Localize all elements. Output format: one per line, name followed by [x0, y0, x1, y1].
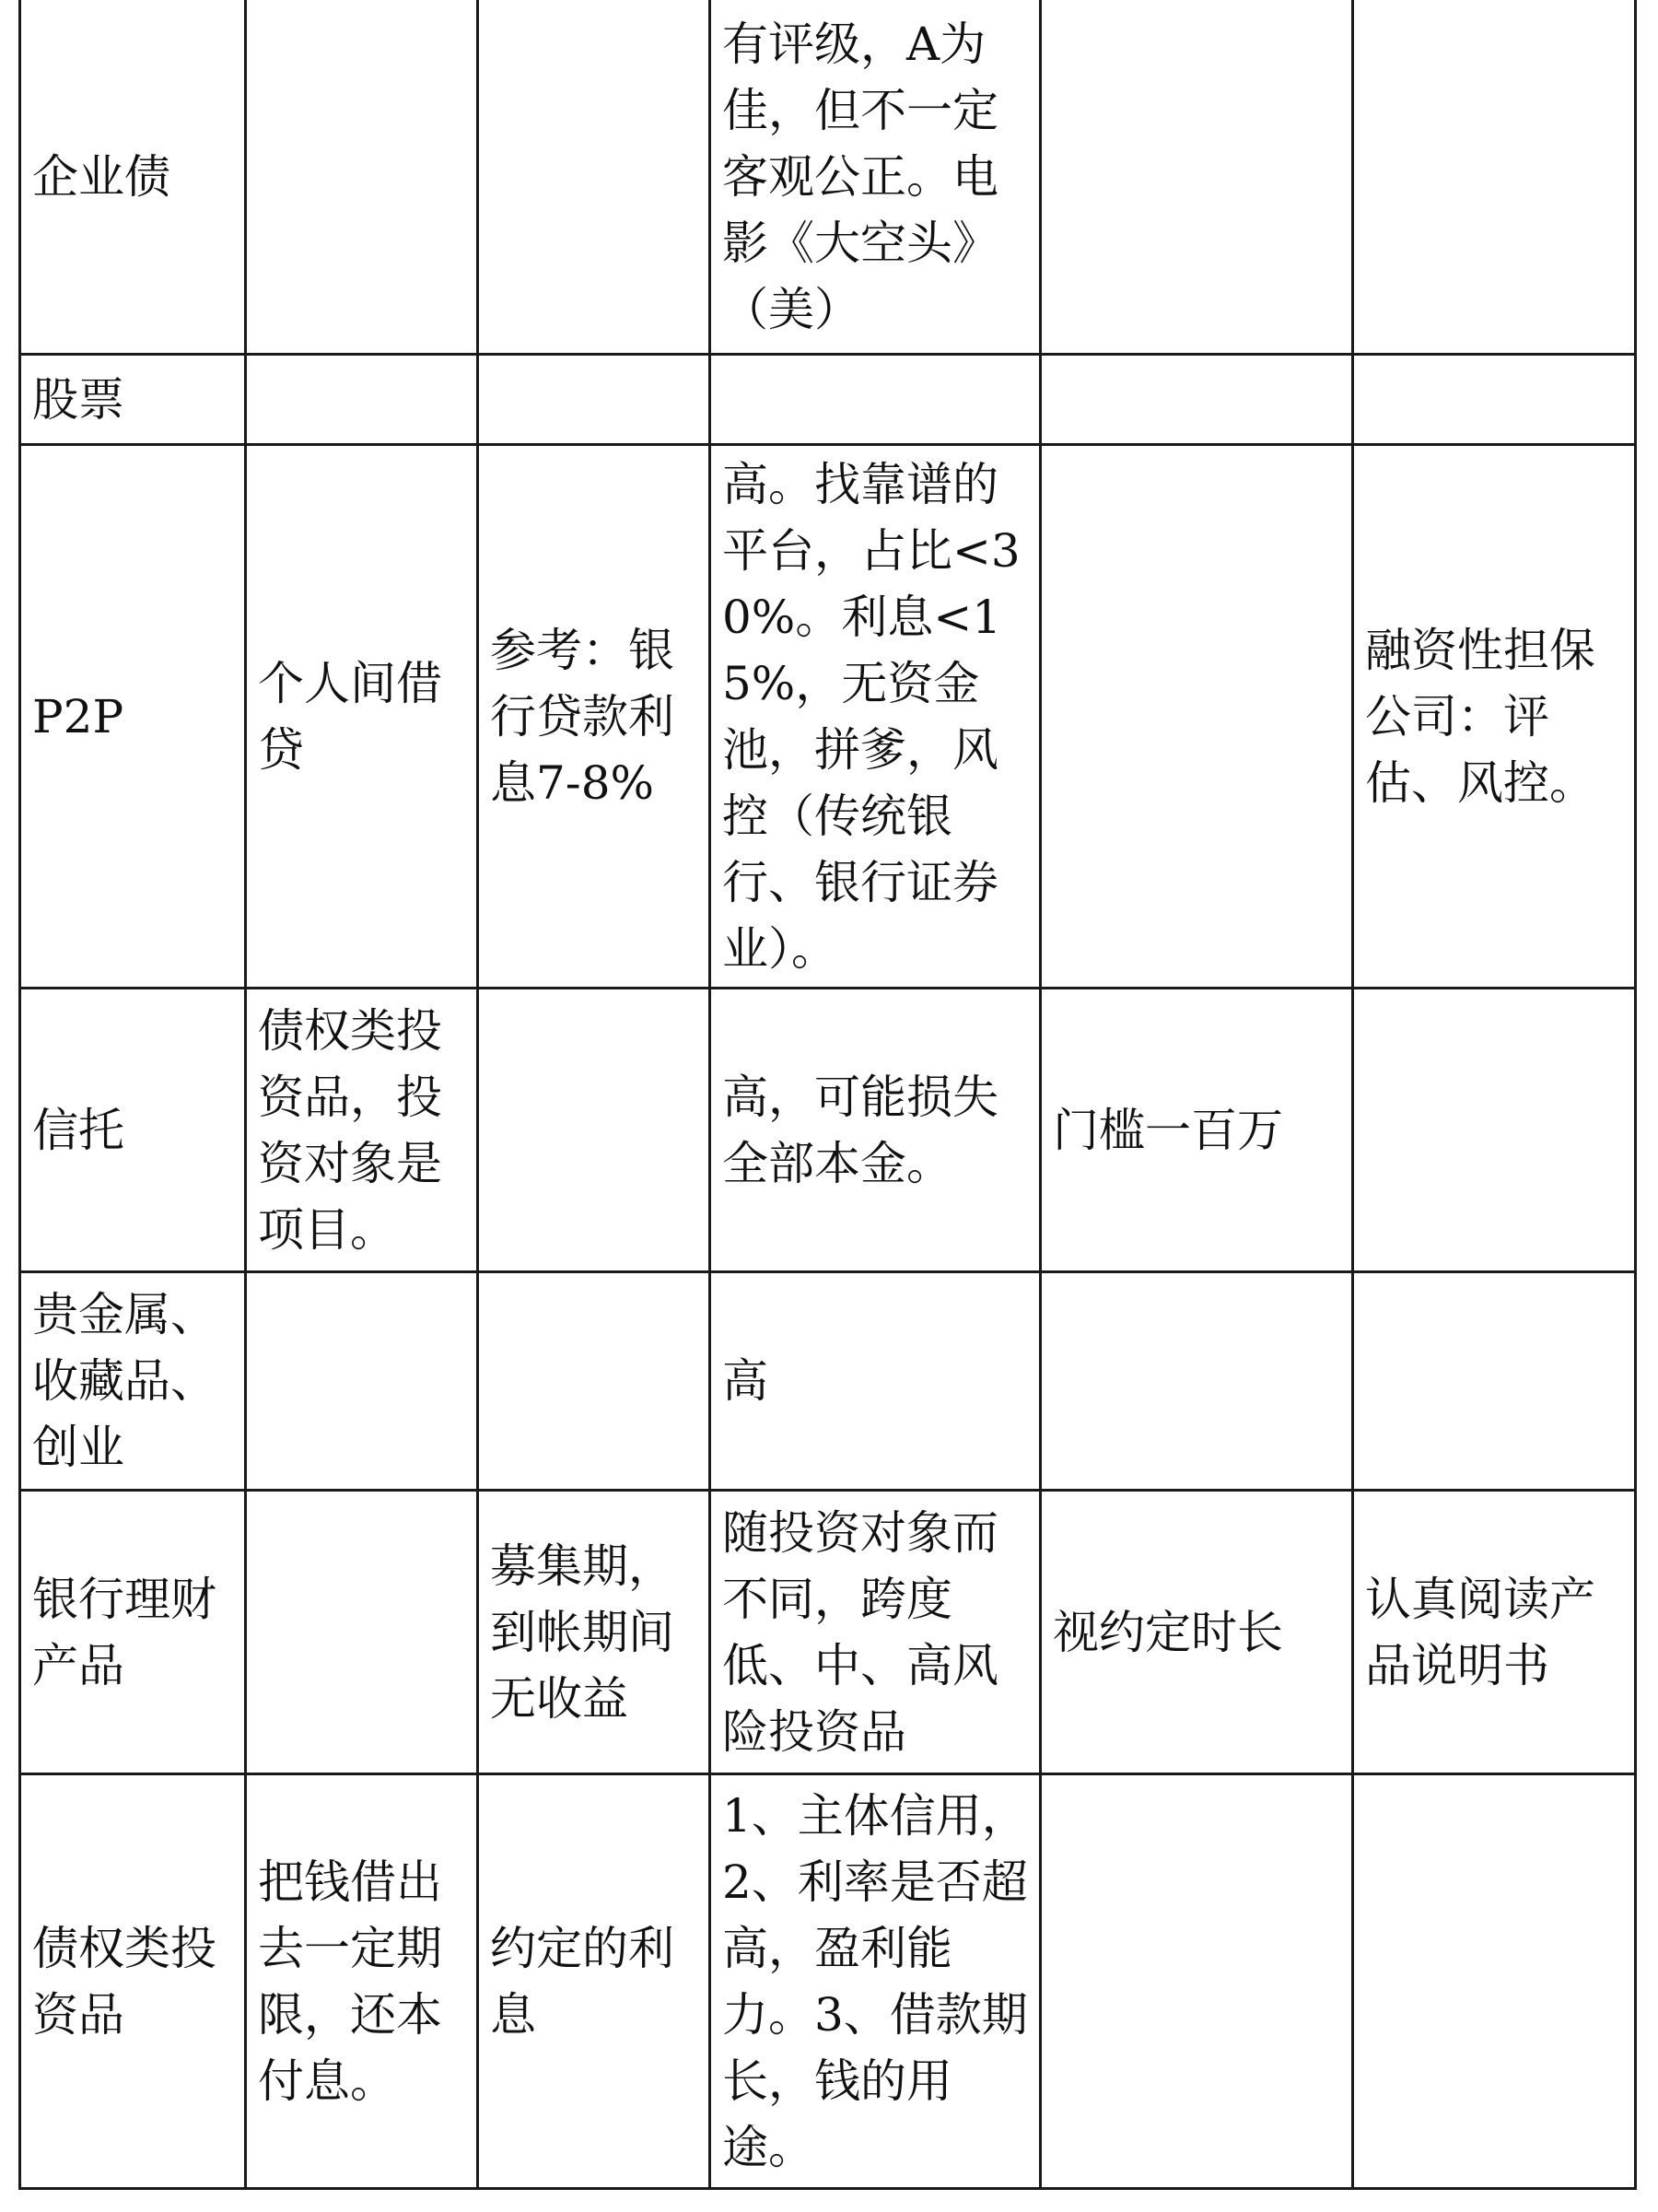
- table-cell: 个人间借贷: [246, 445, 478, 989]
- row-label-cell: 股票: [20, 355, 246, 445]
- table-cell: [1353, 1774, 1636, 2189]
- table-cell: [1353, 989, 1636, 1272]
- table-row: [20, 1272, 1636, 1491]
- table-cell: 融资性担保公司：评估、风控。: [1353, 445, 1636, 989]
- table-cell: [1353, 355, 1636, 445]
- table-cell: [1041, 1272, 1353, 1491]
- table-cell: 高，可能损失全部本金。: [710, 989, 1041, 1272]
- table-cell: 随投资对象而不同，跨度低、中、高风险投资品: [710, 1491, 1041, 1774]
- table-cell: [246, 1272, 478, 1491]
- table-cell: 高: [710, 1272, 1041, 1491]
- table-cell: 1、主体信用，2、利率是否超高，盈利能力。3、借款期长，钱的用途。: [710, 1774, 1041, 2189]
- table-row: [20, 355, 1636, 445]
- table-row: [20, 0, 1636, 355]
- table-row: [20, 1491, 1636, 1774]
- table-cell: [1353, 1272, 1636, 1491]
- table-cell: [1353, 0, 1636, 355]
- table-cell: 把钱借出去一定期限，还本付息。: [246, 1774, 478, 2189]
- table-cell: [478, 989, 710, 1272]
- table-cell: [478, 355, 710, 445]
- table-cell: [478, 0, 710, 355]
- table-cell: [246, 1491, 478, 1774]
- row-label-cell: 企业债: [20, 0, 246, 355]
- row-label-cell: 信托: [20, 989, 246, 1272]
- table-cell: 认真阅读产品说明书: [1353, 1491, 1636, 1774]
- table-cell: 视约定时长: [1041, 1491, 1353, 1774]
- table-cell: 高。找靠谱的平台，占比<30%。利息<15%，无资金池，拼爹，风控（传统银行、银行证券业）。: [710, 445, 1041, 989]
- table-cell: [1041, 445, 1353, 989]
- table-cell: 有评级，A为佳，但不一定客观公正。电影《大空头》（美）: [710, 0, 1041, 355]
- investment-table: [18, 0, 1637, 2190]
- table-row: [20, 989, 1636, 1272]
- table-cell: 门槛一百万: [1041, 989, 1353, 1272]
- table-cell: 债权类投资品，投资对象是项目。: [246, 989, 478, 1272]
- table-cell: [1041, 0, 1353, 355]
- row-label-cell: 银行理财产品: [20, 1491, 246, 1774]
- table-row: [20, 1774, 1636, 2189]
- table-cell: [246, 0, 478, 355]
- table-cell: [710, 355, 1041, 445]
- row-label-cell: P2P: [20, 445, 246, 989]
- table-cell: 约定的利息: [478, 1774, 710, 2189]
- table-cell: [1041, 355, 1353, 445]
- table-row: [20, 445, 1636, 989]
- table-cell: 募集期，到帐期间无收益: [478, 1491, 710, 1774]
- table-cell: [1041, 1774, 1353, 2189]
- table-cell: [246, 355, 478, 445]
- table-cell: 参考：银行贷款利息7-8%: [478, 445, 710, 989]
- table-cell: [478, 1272, 710, 1491]
- row-label-cell: 债权类投资品: [20, 1774, 246, 2189]
- row-label-cell: 贵金属、收藏品、创业: [20, 1272, 246, 1491]
